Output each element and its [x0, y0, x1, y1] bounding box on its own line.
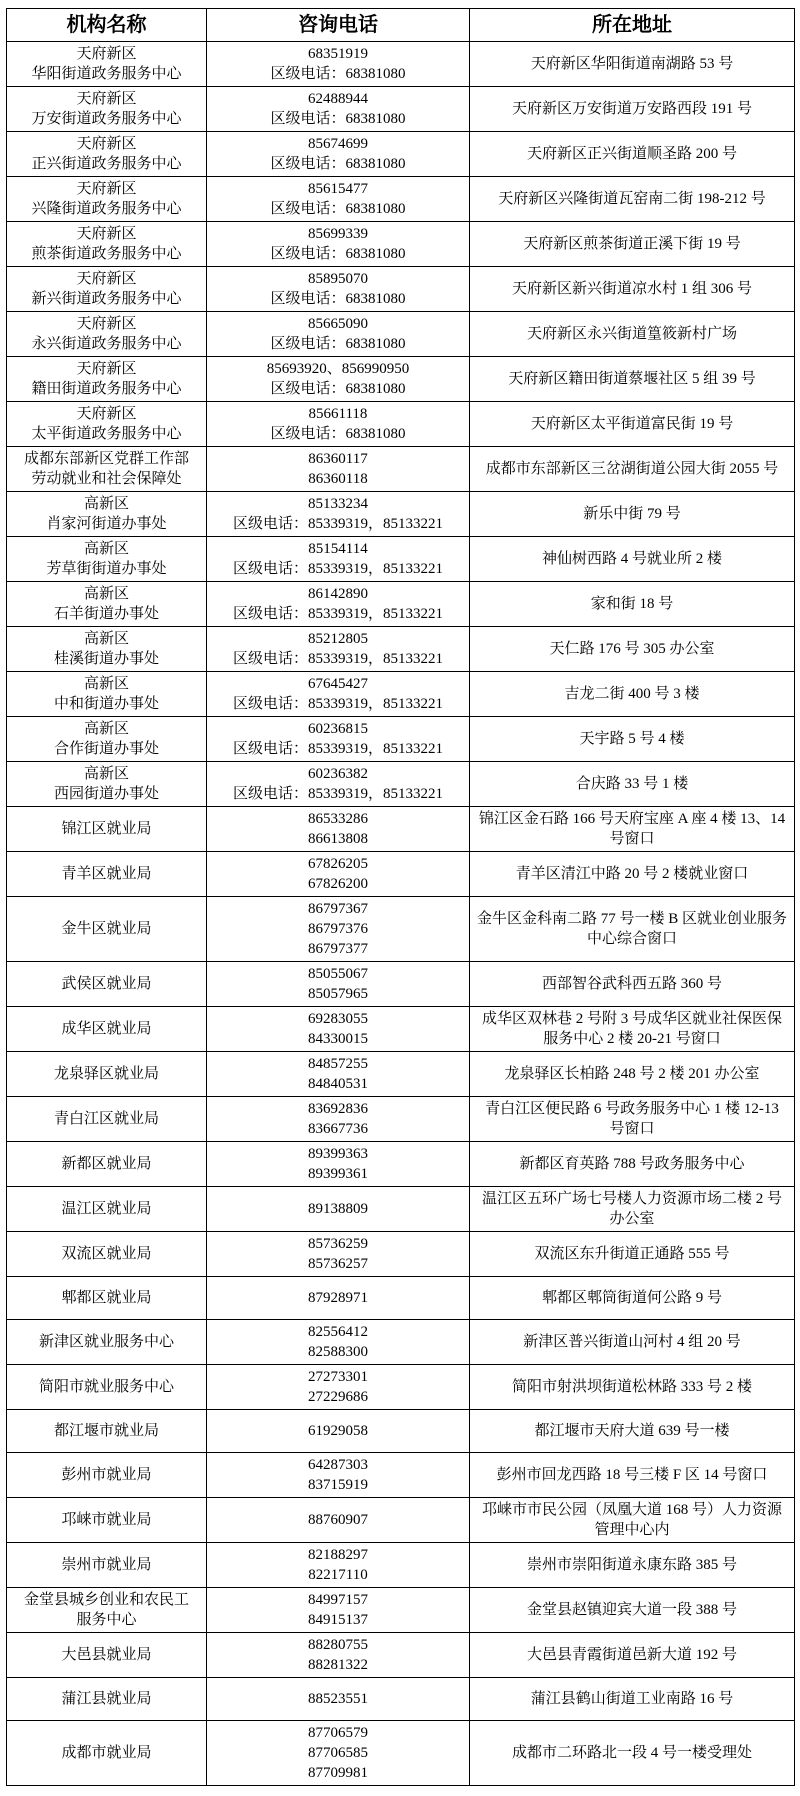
phone-line: 85895070: [308, 271, 368, 287]
phone-line: 区级电话：68381080: [270, 336, 406, 352]
agency-table: [6, 8, 795, 1786]
agency-name-line: 大邑县就业局: [61, 1647, 152, 1663]
address-cell: 天府新区永兴街道篁筱新村广场: [470, 312, 795, 357]
agency-name-cell: [7, 1232, 207, 1277]
phone-line: 83715919: [308, 1477, 368, 1493]
header-row: [7, 9, 795, 42]
phone-line: 85693920、856990950: [266, 361, 410, 377]
phone-line: 27229686: [308, 1389, 368, 1405]
agency-name-cell: [7, 717, 207, 762]
table-row: [7, 1721, 795, 1786]
phone-line: 86797367: [308, 901, 368, 917]
agency-name-line: 肖家河街道办事处: [46, 516, 167, 532]
agency-name-line: 金牛区就业局: [61, 921, 152, 937]
phone-line: 区级电话：85339319，85133221: [232, 561, 443, 577]
agency-name-line: 高新区: [83, 496, 129, 512]
address-cell: 家和街 18 号: [470, 582, 795, 627]
address-cell: 青白江区便民路 6 号政务服务中心 1 楼 12-13 号窗口: [470, 1097, 795, 1142]
agency-name-line: 西园街道办事处: [53, 786, 159, 802]
agency-name-cell: [7, 42, 207, 87]
agency-name-cell: [7, 1633, 207, 1678]
agency-name-line: 中和街道办事处: [53, 696, 159, 712]
phone-line: 87706579: [308, 1725, 368, 1741]
header-phone: 咨询电话: [207, 9, 470, 42]
phone-cell: [207, 42, 470, 87]
phone-line: 区级电话：68381080: [270, 156, 406, 172]
table-row: [7, 1232, 795, 1277]
table-row: [7, 962, 795, 1007]
phone-line: 82588300: [308, 1344, 368, 1360]
agency-name-line: 天府新区: [76, 136, 137, 152]
phone-cell: [207, 1588, 470, 1633]
agency-name-line: 天府新区: [76, 406, 137, 422]
phone-line: 区级电话：68381080: [270, 291, 406, 307]
phone-line: 区级电话：68381080: [270, 66, 406, 82]
agency-name-line: 华阳街道政务服务中心: [31, 66, 182, 82]
agency-name-cell: [7, 132, 207, 177]
agency-name-line: 天府新区: [76, 226, 137, 242]
agency-name-cell: [7, 672, 207, 717]
table-row: [7, 1187, 795, 1232]
phone-line: 67826200: [308, 876, 368, 892]
phone-line: 84857255: [308, 1056, 368, 1072]
agency-name-cell: [7, 1543, 207, 1588]
agency-name-cell: [7, 1678, 207, 1721]
phone-line: 区级电话：85339319，85133221: [232, 741, 443, 757]
table-row: [7, 897, 795, 962]
address-cell: 天府新区华阳街道南湖路 53 号: [470, 42, 795, 87]
phone-cell: [207, 132, 470, 177]
phone-cell: [207, 717, 470, 762]
address-cell: 成都市二环路北一段 4 号一楼受理处: [470, 1721, 795, 1786]
phone-line: 67826205: [308, 856, 368, 872]
agency-name-cell: [7, 357, 207, 402]
agency-name-line: 青羊区就业局: [61, 866, 152, 882]
phone-line: 区级电话：85339319，85133221: [232, 606, 443, 622]
table-row: [7, 267, 795, 312]
table-row: [7, 717, 795, 762]
phone-line: 87928971: [308, 1290, 368, 1306]
table-row: [7, 312, 795, 357]
table-row: [7, 1453, 795, 1498]
phone-line: 83692836: [308, 1101, 368, 1117]
address-cell: 温江区五环广场七号楼人力资源市场二楼 2 号办公室: [470, 1187, 795, 1232]
table-header: [7, 9, 795, 42]
phone-cell: [207, 1232, 470, 1277]
agency-name-line: 崇州市就业局: [61, 1557, 152, 1573]
agency-name-line: 太平街道政务服务中心: [31, 426, 182, 442]
agency-name-cell: [7, 1187, 207, 1232]
phone-cell: [207, 762, 470, 807]
table-row: [7, 627, 795, 672]
agency-name-line: 籍田街道政务服务中心: [31, 381, 182, 397]
phone-cell: [207, 267, 470, 312]
agency-name-line: 天府新区: [76, 271, 137, 287]
table-row: [7, 537, 795, 582]
agency-name-line: 桂溪街道办事处: [53, 651, 159, 667]
agency-name-cell: [7, 627, 207, 672]
table-row: [7, 1365, 795, 1410]
phone-line: 88280755: [308, 1637, 368, 1653]
agency-name-line: 高新区: [83, 676, 129, 692]
address-cell: 天府新区籍田街道蔡堰社区 5 组 39 号: [470, 357, 795, 402]
agency-name-line: 煎茶街道政务服务中心: [31, 246, 182, 262]
agency-name-cell: [7, 402, 207, 447]
phone-line: 89399361: [308, 1166, 368, 1182]
agency-name-line: 劳动就业和社会保障处: [31, 471, 182, 487]
phone-line: 85674699: [308, 136, 368, 152]
agency-name-line: 高新区: [83, 541, 129, 557]
agency-name-cell: [7, 1007, 207, 1052]
agency-name-line: 双流区就业局: [61, 1246, 152, 1262]
table-row: [7, 582, 795, 627]
agency-name-cell: [7, 222, 207, 267]
phone-cell: [207, 1365, 470, 1410]
phone-line: 61929058: [308, 1423, 368, 1439]
agency-name-line: 芳草街街道办事处: [46, 561, 167, 577]
table-row: [7, 1588, 795, 1633]
phone-cell: [207, 447, 470, 492]
phone-line: 区级电话：68381080: [270, 201, 406, 217]
phone-cell: [207, 1187, 470, 1232]
agency-name-line: 高新区: [83, 586, 129, 602]
agency-name-cell: [7, 447, 207, 492]
agency-name-line: 成都东部新区党群工作部: [23, 451, 189, 467]
agency-name-line: 都江堰市就业局: [53, 1423, 159, 1439]
table-row: [7, 1543, 795, 1588]
address-cell: 青羊区清江中路 20 号 2 楼就业窗口: [470, 852, 795, 897]
phone-cell: [207, 357, 470, 402]
phone-cell: [207, 1052, 470, 1097]
address-cell: 邛崃市市民公园（凤凰大道 168 号）人力资源管理中心内: [470, 1498, 795, 1543]
agency-name-cell: [7, 492, 207, 537]
agency-name-cell: [7, 537, 207, 582]
address-cell: 天府新区兴隆街道瓦窑南二街 198-212 号: [470, 177, 795, 222]
phone-cell: [207, 1142, 470, 1187]
phone-cell: [207, 1320, 470, 1365]
phone-line: 84915137: [308, 1612, 368, 1628]
table-row: [7, 132, 795, 177]
table-row: [7, 762, 795, 807]
agency-name-line: 合作街道办事处: [53, 741, 159, 757]
table-row: [7, 807, 795, 852]
address-cell: 神仙树西路 4 号就业所 2 楼: [470, 537, 795, 582]
phone-line: 62488944: [308, 91, 368, 107]
address-cell: 天府新区煎茶街道正溪下街 19 号: [470, 222, 795, 267]
agency-name-cell: [7, 852, 207, 897]
phone-line: 85057965: [308, 986, 368, 1002]
phone-cell: [207, 1498, 470, 1543]
agency-name-line: 高新区: [83, 631, 129, 647]
agency-name-line: 高新区: [83, 766, 129, 782]
phone-line: 83667736: [308, 1121, 368, 1137]
phone-cell: [207, 492, 470, 537]
table-row: [7, 402, 795, 447]
table-row: [7, 672, 795, 717]
agency-name-line: 兴隆街道政务服务中心: [31, 201, 182, 217]
phone-line: 85736259: [308, 1236, 368, 1252]
phone-line: 85736257: [308, 1256, 368, 1272]
table-row: [7, 447, 795, 492]
phone-line: 区级电话：68381080: [270, 111, 406, 127]
agency-name-line: 天府新区: [76, 46, 137, 62]
phone-line: 86142890: [308, 586, 368, 602]
agency-name-line: 天府新区: [76, 181, 137, 197]
table-row: [7, 1052, 795, 1097]
address-cell: 成华区双林巷 2 号附 3 号成华区就业社保医保服务中心 2 楼 20-21 号窗口: [470, 1007, 795, 1052]
address-cell: 金牛区金科南二路 77 号一楼 B 区就业创业服务中心综合窗口: [470, 897, 795, 962]
phone-cell: [207, 1633, 470, 1678]
phone-cell: [207, 1277, 470, 1320]
phone-line: 67645427: [308, 676, 368, 692]
phone-line: 60236382: [308, 766, 368, 782]
agency-name-line: 正兴街道政务服务中心: [31, 156, 182, 172]
address-cell: 彭州市回龙西路 18 号三楼 F 区 14 号窗口: [470, 1453, 795, 1498]
phone-line: 85665090: [308, 316, 368, 332]
agency-name-cell: [7, 1365, 207, 1410]
phone-cell: [207, 627, 470, 672]
table-row: [7, 1320, 795, 1365]
address-cell: 新乐中街 79 号: [470, 492, 795, 537]
phone-line: 82217110: [308, 1567, 368, 1583]
phone-cell: [207, 852, 470, 897]
table-row: [7, 1007, 795, 1052]
agency-name-line: 郫都区就业局: [61, 1290, 152, 1306]
address-cell: 天仁路 176 号 305 办公室: [470, 627, 795, 672]
agency-name-line: 彭州市就业局: [61, 1467, 152, 1483]
table-row: [7, 1633, 795, 1678]
address-cell: 天府新区正兴街道顺圣路 200 号: [470, 132, 795, 177]
address-cell: 龙泉驿区长柏路 248 号 2 楼 201 办公室: [470, 1052, 795, 1097]
header-address: 所在地址: [470, 9, 795, 42]
phone-line: 区级电话：68381080: [270, 246, 406, 262]
phone-cell: [207, 672, 470, 717]
phone-cell: [207, 537, 470, 582]
phone-line: 区级电话：85339319，85133221: [232, 696, 443, 712]
agency-name-cell: [7, 1277, 207, 1320]
phone-cell: [207, 1721, 470, 1786]
phone-line: 85615477: [308, 181, 368, 197]
phone-cell: [207, 402, 470, 447]
agency-name-cell: [7, 962, 207, 1007]
agency-name-line: 新津区就业服务中心: [38, 1334, 174, 1350]
agency-name-line: 天府新区: [76, 361, 137, 377]
agency-name-cell: [7, 267, 207, 312]
agency-name-cell: [7, 582, 207, 627]
phone-line: 区级电话：68381080: [270, 426, 406, 442]
phone-cell: [207, 1097, 470, 1142]
phone-cell: [207, 1453, 470, 1498]
phone-cell: [207, 582, 470, 627]
phone-cell: [207, 807, 470, 852]
agency-name-cell: [7, 1097, 207, 1142]
phone-line: 89138809: [308, 1201, 368, 1217]
table-row: [7, 42, 795, 87]
phone-line: 64287303: [308, 1457, 368, 1473]
table-row: [7, 1678, 795, 1721]
table-row: [7, 1410, 795, 1453]
phone-line: 88281322: [308, 1657, 368, 1673]
phone-cell: [207, 1543, 470, 1588]
phone-cell: [207, 1007, 470, 1052]
table-row: [7, 357, 795, 402]
phone-cell: [207, 312, 470, 357]
agency-name-cell: [7, 1588, 207, 1633]
agency-name-cell: [7, 1142, 207, 1187]
agency-name-cell: [7, 1052, 207, 1097]
table-body: [7, 42, 795, 1786]
phone-line: 84997157: [308, 1592, 368, 1608]
table-row: [7, 1498, 795, 1543]
agency-name-line: 温江区就业局: [61, 1201, 152, 1217]
phone-line: 68351919: [308, 46, 368, 62]
table-row: [7, 1277, 795, 1320]
phone-line: 82556412: [308, 1324, 368, 1340]
phone-line: 85055067: [308, 966, 368, 982]
phone-line: 69283055: [308, 1011, 368, 1027]
agency-name-line: 简阳市就业服务中心: [38, 1379, 174, 1395]
address-cell: 双流区东升街道正通路 555 号: [470, 1232, 795, 1277]
agency-name-line: 成都市就业局: [61, 1745, 152, 1761]
phone-cell: [207, 1678, 470, 1721]
address-cell: 崇州市崇阳街道永康东路 385 号: [470, 1543, 795, 1588]
agency-name-cell: [7, 1453, 207, 1498]
header-agency-name: 机构名称: [7, 9, 207, 42]
agency-name-line: 蒲江县就业局: [61, 1691, 152, 1707]
address-cell: 天府新区新兴街道凉水村 1 组 306 号: [470, 267, 795, 312]
phone-line: 88760907: [308, 1512, 368, 1528]
phone-line: 86533286: [308, 811, 368, 827]
agency-name-cell: [7, 1320, 207, 1365]
address-cell: 天府新区万安街道万安路西段 191 号: [470, 87, 795, 132]
table-row: [7, 222, 795, 267]
address-cell: 新都区育英路 788 号政务服务中心: [470, 1142, 795, 1187]
agency-name-line: 服务中心: [76, 1612, 137, 1628]
address-cell: 天府新区太平街道富民街 19 号: [470, 402, 795, 447]
agency-name-cell: [7, 87, 207, 132]
agency-name-cell: [7, 762, 207, 807]
agency-name-cell: [7, 1410, 207, 1453]
phone-cell: [207, 962, 470, 1007]
phone-cell: [207, 177, 470, 222]
agency-name-cell: [7, 1498, 207, 1543]
agency-name-line: 青白江区就业局: [53, 1111, 159, 1127]
agency-name-line: 武侯区就业局: [61, 976, 152, 992]
address-cell: 吉龙二街 400 号 3 楼: [470, 672, 795, 717]
phone-line: 区级电话：85339319，85133221: [232, 651, 443, 667]
phone-cell: [207, 1410, 470, 1453]
table-row: [7, 177, 795, 222]
address-cell: 成都市东部新区三岔湖街道公园大街 2055 号: [470, 447, 795, 492]
agency-name-cell: [7, 807, 207, 852]
agency-name-cell: [7, 177, 207, 222]
phone-line: 87706585: [308, 1745, 368, 1761]
phone-line: 82188297: [308, 1547, 368, 1563]
phone-line: 84330015: [308, 1031, 368, 1047]
phone-line: 85154114: [308, 541, 368, 557]
phone-line: 85661118: [308, 406, 368, 422]
agency-name-line: 石羊街道办事处: [53, 606, 159, 622]
phone-line: 86360117: [308, 451, 368, 467]
phone-line: 85133234: [308, 496, 368, 512]
phone-line: 86360118: [308, 471, 368, 487]
agency-name-cell: [7, 897, 207, 962]
table-row: [7, 492, 795, 537]
table-row: [7, 852, 795, 897]
agency-name-line: 万安街道政务服务中心: [31, 111, 182, 127]
agency-name-cell: [7, 312, 207, 357]
address-cell: 大邑县青霞街道邑新大道 192 号: [470, 1633, 795, 1678]
phone-line: 60236815: [308, 721, 368, 737]
phone-line: 85699339: [308, 226, 368, 242]
agency-name-line: 永兴街道政务服务中心: [31, 336, 182, 352]
address-cell: 简阳市射洪坝街道松林路 333 号 2 楼: [470, 1365, 795, 1410]
table-row: [7, 1097, 795, 1142]
address-cell: 蒲江县鹤山街道工业南路 16 号: [470, 1678, 795, 1721]
agency-name-line: 新都区就业局: [61, 1156, 152, 1172]
address-cell: 金堂县赵镇迎宾大道一段 388 号: [470, 1588, 795, 1633]
agency-name-line: 新兴街道政务服务中心: [31, 291, 182, 307]
address-cell: 郫都区郫筒街道何公路 9 号: [470, 1277, 795, 1320]
phone-line: 87709981: [308, 1765, 368, 1781]
agency-name-line: 成华区就业局: [61, 1021, 152, 1037]
phone-cell: [207, 897, 470, 962]
phone-line: 86797376: [308, 921, 368, 937]
phone-line: 84840531: [308, 1076, 368, 1092]
agency-name-line: 高新区: [83, 721, 129, 737]
phone-line: 86613808: [308, 831, 368, 847]
address-cell: 锦江区金石路 166 号天府宝座 A 座 4 楼 13、14 号窗口: [470, 807, 795, 852]
agency-name-line: 邛崃市就业局: [61, 1512, 152, 1528]
phone-line: 区级电话：85339319，85133221: [232, 516, 443, 532]
phone-line: 区级电话：68381080: [270, 381, 406, 397]
phone-line: 27273301: [308, 1369, 368, 1385]
address-cell: 西部智谷武科西五路 360 号: [470, 962, 795, 1007]
table-row: [7, 1142, 795, 1187]
address-cell: 合庆路 33 号 1 楼: [470, 762, 795, 807]
phone-line: 85212805: [308, 631, 368, 647]
agency-name-line: 天府新区: [76, 91, 137, 107]
phone-line: 86797377: [308, 941, 368, 957]
agency-name-line: 金堂县城乡创业和农民工: [23, 1592, 189, 1608]
agency-name-cell: [7, 1721, 207, 1786]
phone-cell: [207, 87, 470, 132]
agency-name-line: 锦江区就业局: [61, 821, 152, 837]
phone-line: 89399363: [308, 1146, 368, 1162]
address-cell: 都江堰市天府大道 639 号一楼: [470, 1410, 795, 1453]
agency-name-line: 天府新区: [76, 316, 137, 332]
address-cell: 天宇路 5 号 4 楼: [470, 717, 795, 762]
phone-cell: [207, 222, 470, 267]
address-cell: 新津区普兴街道山河村 4 组 20 号: [470, 1320, 795, 1365]
agency-name-line: 龙泉驿区就业局: [53, 1066, 159, 1082]
table-row: [7, 87, 795, 132]
phone-line: 88523551: [308, 1691, 368, 1707]
phone-line: 区级电话：85339319，85133221: [232, 786, 443, 802]
